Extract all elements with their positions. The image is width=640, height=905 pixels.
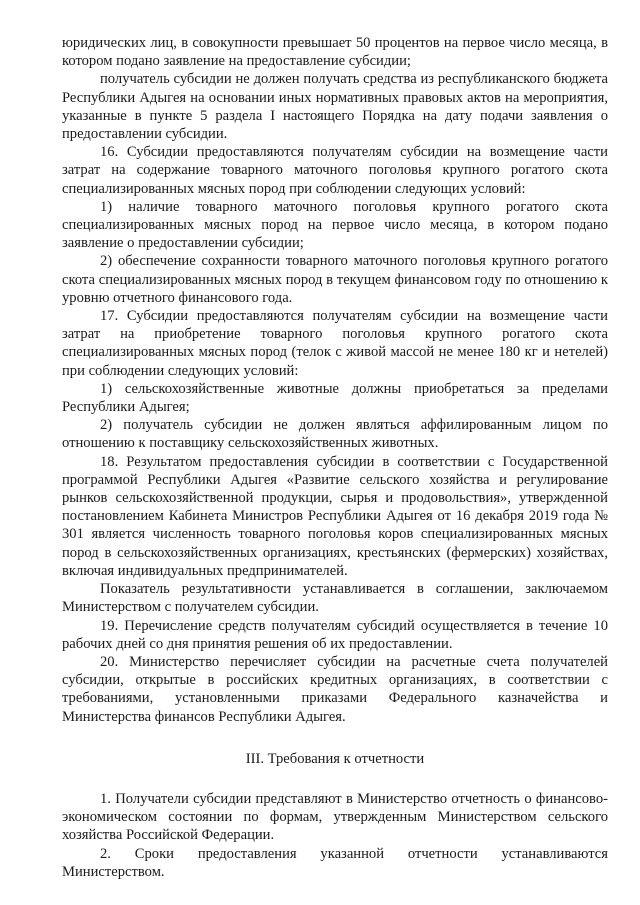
paragraph-reporting-2: 2. Сроки предоставления указанной отчетности устанавливаются Министерством.: [62, 845, 608, 880]
paragraph-19: 19. Перечисление средств получателям субсидий осуществляется в течение 10 рабочих дней со дня принятия решения об их предоставлении.: [62, 617, 608, 652]
paragraph-17: 17. Субсидии предоставляются получателям субсидии на возмещение части затрат на приобретение товарного поголовья крупного рогатого скота специализированных мясных пород (телок с живой массой не менее 180 кг и нетелей) при соблюдении следующих условий:: [62, 308, 608, 379]
paragraph-18: 18. Результатом предоставления субсидии в соответствии с Государственной программой Республики Адыгея «Развитие сельского хозяйства и регулирование рынков сельскохозяйственной продукции, сырья и продовольствия», утвержденной постановлением Кабинета Министров Республики Адыгея от 16 декабря 2019 года № 301 является численность товарного поголовья коров специализированных мясных пород в сельскохозяйственных организациях, крестьянских (фермерских) хозяйствах, включая индивидуальных предпринимателей.: [62, 453, 608, 579]
paragraph-performance-indicator: Показатель результативности устанавливается в соглашении, заключаемом Министерством с получателем субсидии.: [62, 581, 608, 616]
document-page: [62, 34, 608, 881]
paragraph-reporting-1: 1. Получатели субсидии представляют в Министерство отчетность о финансово-экономическом состоянии по формам, утвержденным Министерством сельского хозяйства Российской Федерации.: [62, 790, 608, 844]
paragraph-16: 16. Субсидии предоставляются получателям субсидии на возмещение части затрат на содержание товарного маточного поголовья крупного рогатого скота специализированных мясных пород при соблюдении следующих условий:: [62, 144, 608, 197]
paragraph-17-item-2: 2) получатель субсидии не должен являться аффилированным лицом по отношению к поставщику сельскохозяйственных животных.: [62, 417, 608, 452]
paragraph-20: 20. Министерство перечисляет субсидии на расчетные счета получателей субсидии, открытые в российских кредитных организациях, в соответствии с требованиями, установленными приказами Федерального казначейства и Министерства финансов Республики Адыгея.: [62, 653, 608, 725]
paragraph-16-item-1: 1) наличие товарного маточного поголовья крупного рогатого скота специализированных мясных пород на первое число месяца, в котором подано заявление о предоставлении субсидии;: [62, 198, 608, 252]
paragraph-17-item-1: 1) сельскохозяйственные животные должны приобретаться за пределами Республики Адыгея;: [62, 380, 608, 416]
paragraph-condition-no-other-funds: получатель субсидии не должен получать средства из республиканского бюджета Республики Адыгея на основании иных нормативных правовых актов на мероприятия, указанные в пункте 5 раздела I настоящего Порядка на дату подачи заявления о предоставлении субсидии.: [62, 71, 608, 143]
paragraph-16-item-2: 2) обеспечение сохранности товарного маточного поголовья крупного рогатого скота специализированных мясных пород в текущем финансовом году по отношению к уровню отчетного финансового года.: [62, 253, 608, 306]
section-heading: III. Требования к отчетности: [245, 750, 425, 767]
paragraph-continuation: юридических лиц, в совокупности превышает 50 процентов на первое число месяца, в котором подано заявление на предоставление субсидии;: [62, 35, 608, 70]
